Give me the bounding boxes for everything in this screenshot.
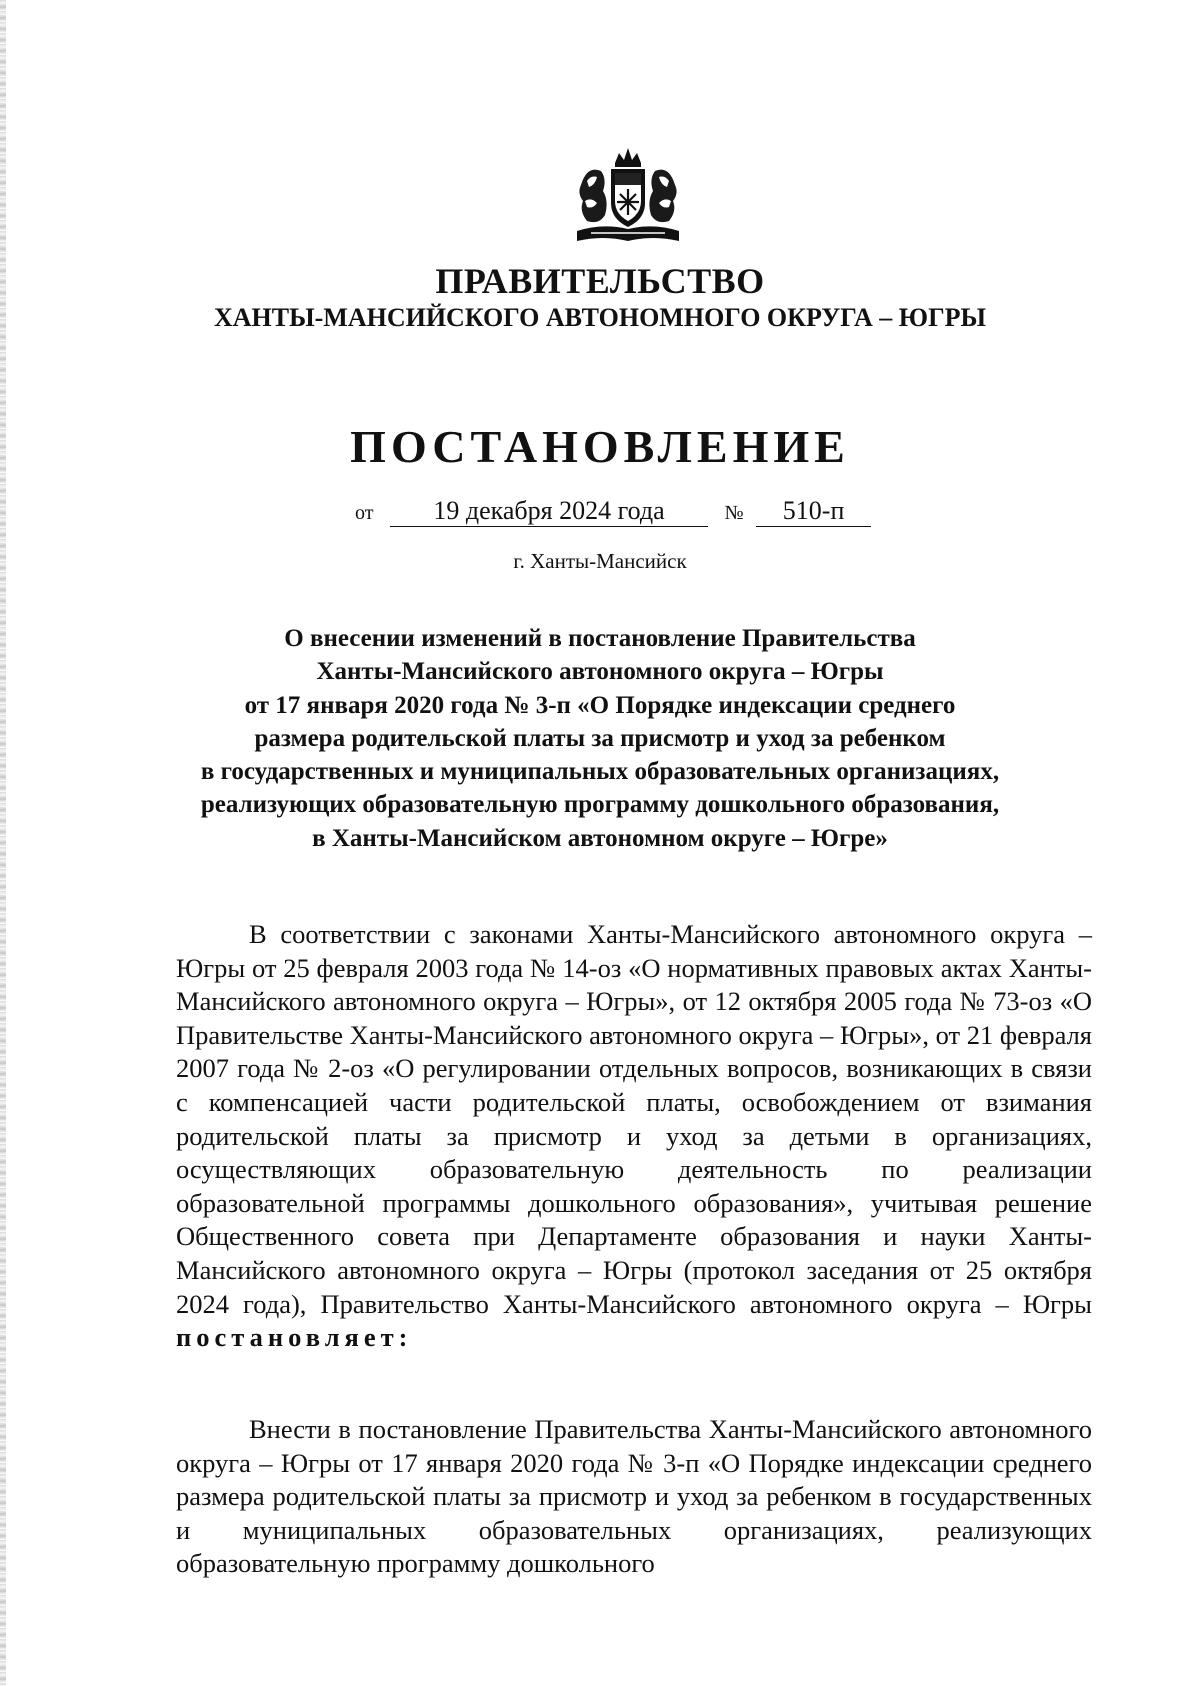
heading-line: размера родительской платы за присмотр и уход за ребенком bbox=[254, 724, 946, 752]
resolves-word: постановляет: bbox=[176, 1322, 413, 1353]
number-label: № bbox=[724, 502, 744, 524]
coat-of-arms-icon bbox=[573, 145, 683, 247]
paragraph-text: В соответствии с законами Ханты-Мансийского автономного округа – Югры от 25 февраля 2003 года № 14-оз «О нормативных правовых актах Ханты-Мансийского автономного округа – Югры», от 12 октября 2005 года № 73-оз «О Правительстве Ханты-Мансийского автономного округа – Югры», от 21 февраля 2007 года № 2-оз «О регулировании отдельных вопросов, возникающих в связи с компенсацией части родительской платы, освобождением от взимания родительской платы за присмотр и уход за детьми в организациях, осуществляющих образовательную деятельность по реализации образовательной программы дошкольного образования», учитывая решение Общественного совета при Департаменте образования и науки Ханты-Мансийского автономного округа – Югры (протокол заседания от 25 октября 2024 года), Правительство Ханты-Мансийского автономного округа – Югры bbox=[176, 919, 1092, 1319]
document-number: 510-п bbox=[756, 496, 871, 527]
document-heading bbox=[160, 622, 1040, 855]
heading-line: в государственных и муниципальных образовательных организациях, bbox=[200, 758, 1000, 786]
from-label: от bbox=[355, 502, 374, 524]
heading-line: О внесении изменений в постановление Правительства bbox=[284, 625, 916, 652]
heading-line: реализующих образовательную программу дошкольного образования, bbox=[200, 791, 1000, 819]
government-name: ПРАВИТЕЛЬСТВО bbox=[435, 261, 765, 301]
heading-line: Ханты-Мансийского автономного округа – Югры bbox=[316, 658, 884, 686]
government-region: ХАНТЫ-МАНСИЙСКОГО АВТОНОМНОГО ОКРУГА – ЮГРЫ bbox=[213, 303, 987, 332]
heading-line: от 17 января 2020 года № 3-п «О Порядке индексации среднего bbox=[244, 691, 956, 719]
document-date: 19 декабря 2024 года bbox=[390, 496, 708, 527]
scan-edge bbox=[0, 0, 6, 1686]
body-paragraph bbox=[176, 918, 1092, 1355]
document-type: ПОСТАНОВЛЕНИЕ bbox=[350, 421, 850, 472]
city: г. Ханты-Мансийск bbox=[513, 549, 687, 573]
heading-line: в Ханты-Мансийском автономном округе – Югре» bbox=[312, 824, 888, 852]
paragraph-text: Внести в постановление Правительства Ханты-Мансийского автономного округа – Югры от 17 января 2020 года № 3-п «О Порядке индексации среднего размера родительской платы за присмотр и уход за ребенком в государственных и муниципальных образовательных организациях, реализующих образовательную программу дошкольного bbox=[176, 1414, 1092, 1579]
date-number-line bbox=[355, 496, 871, 527]
body-paragraph bbox=[176, 1413, 1092, 1581]
